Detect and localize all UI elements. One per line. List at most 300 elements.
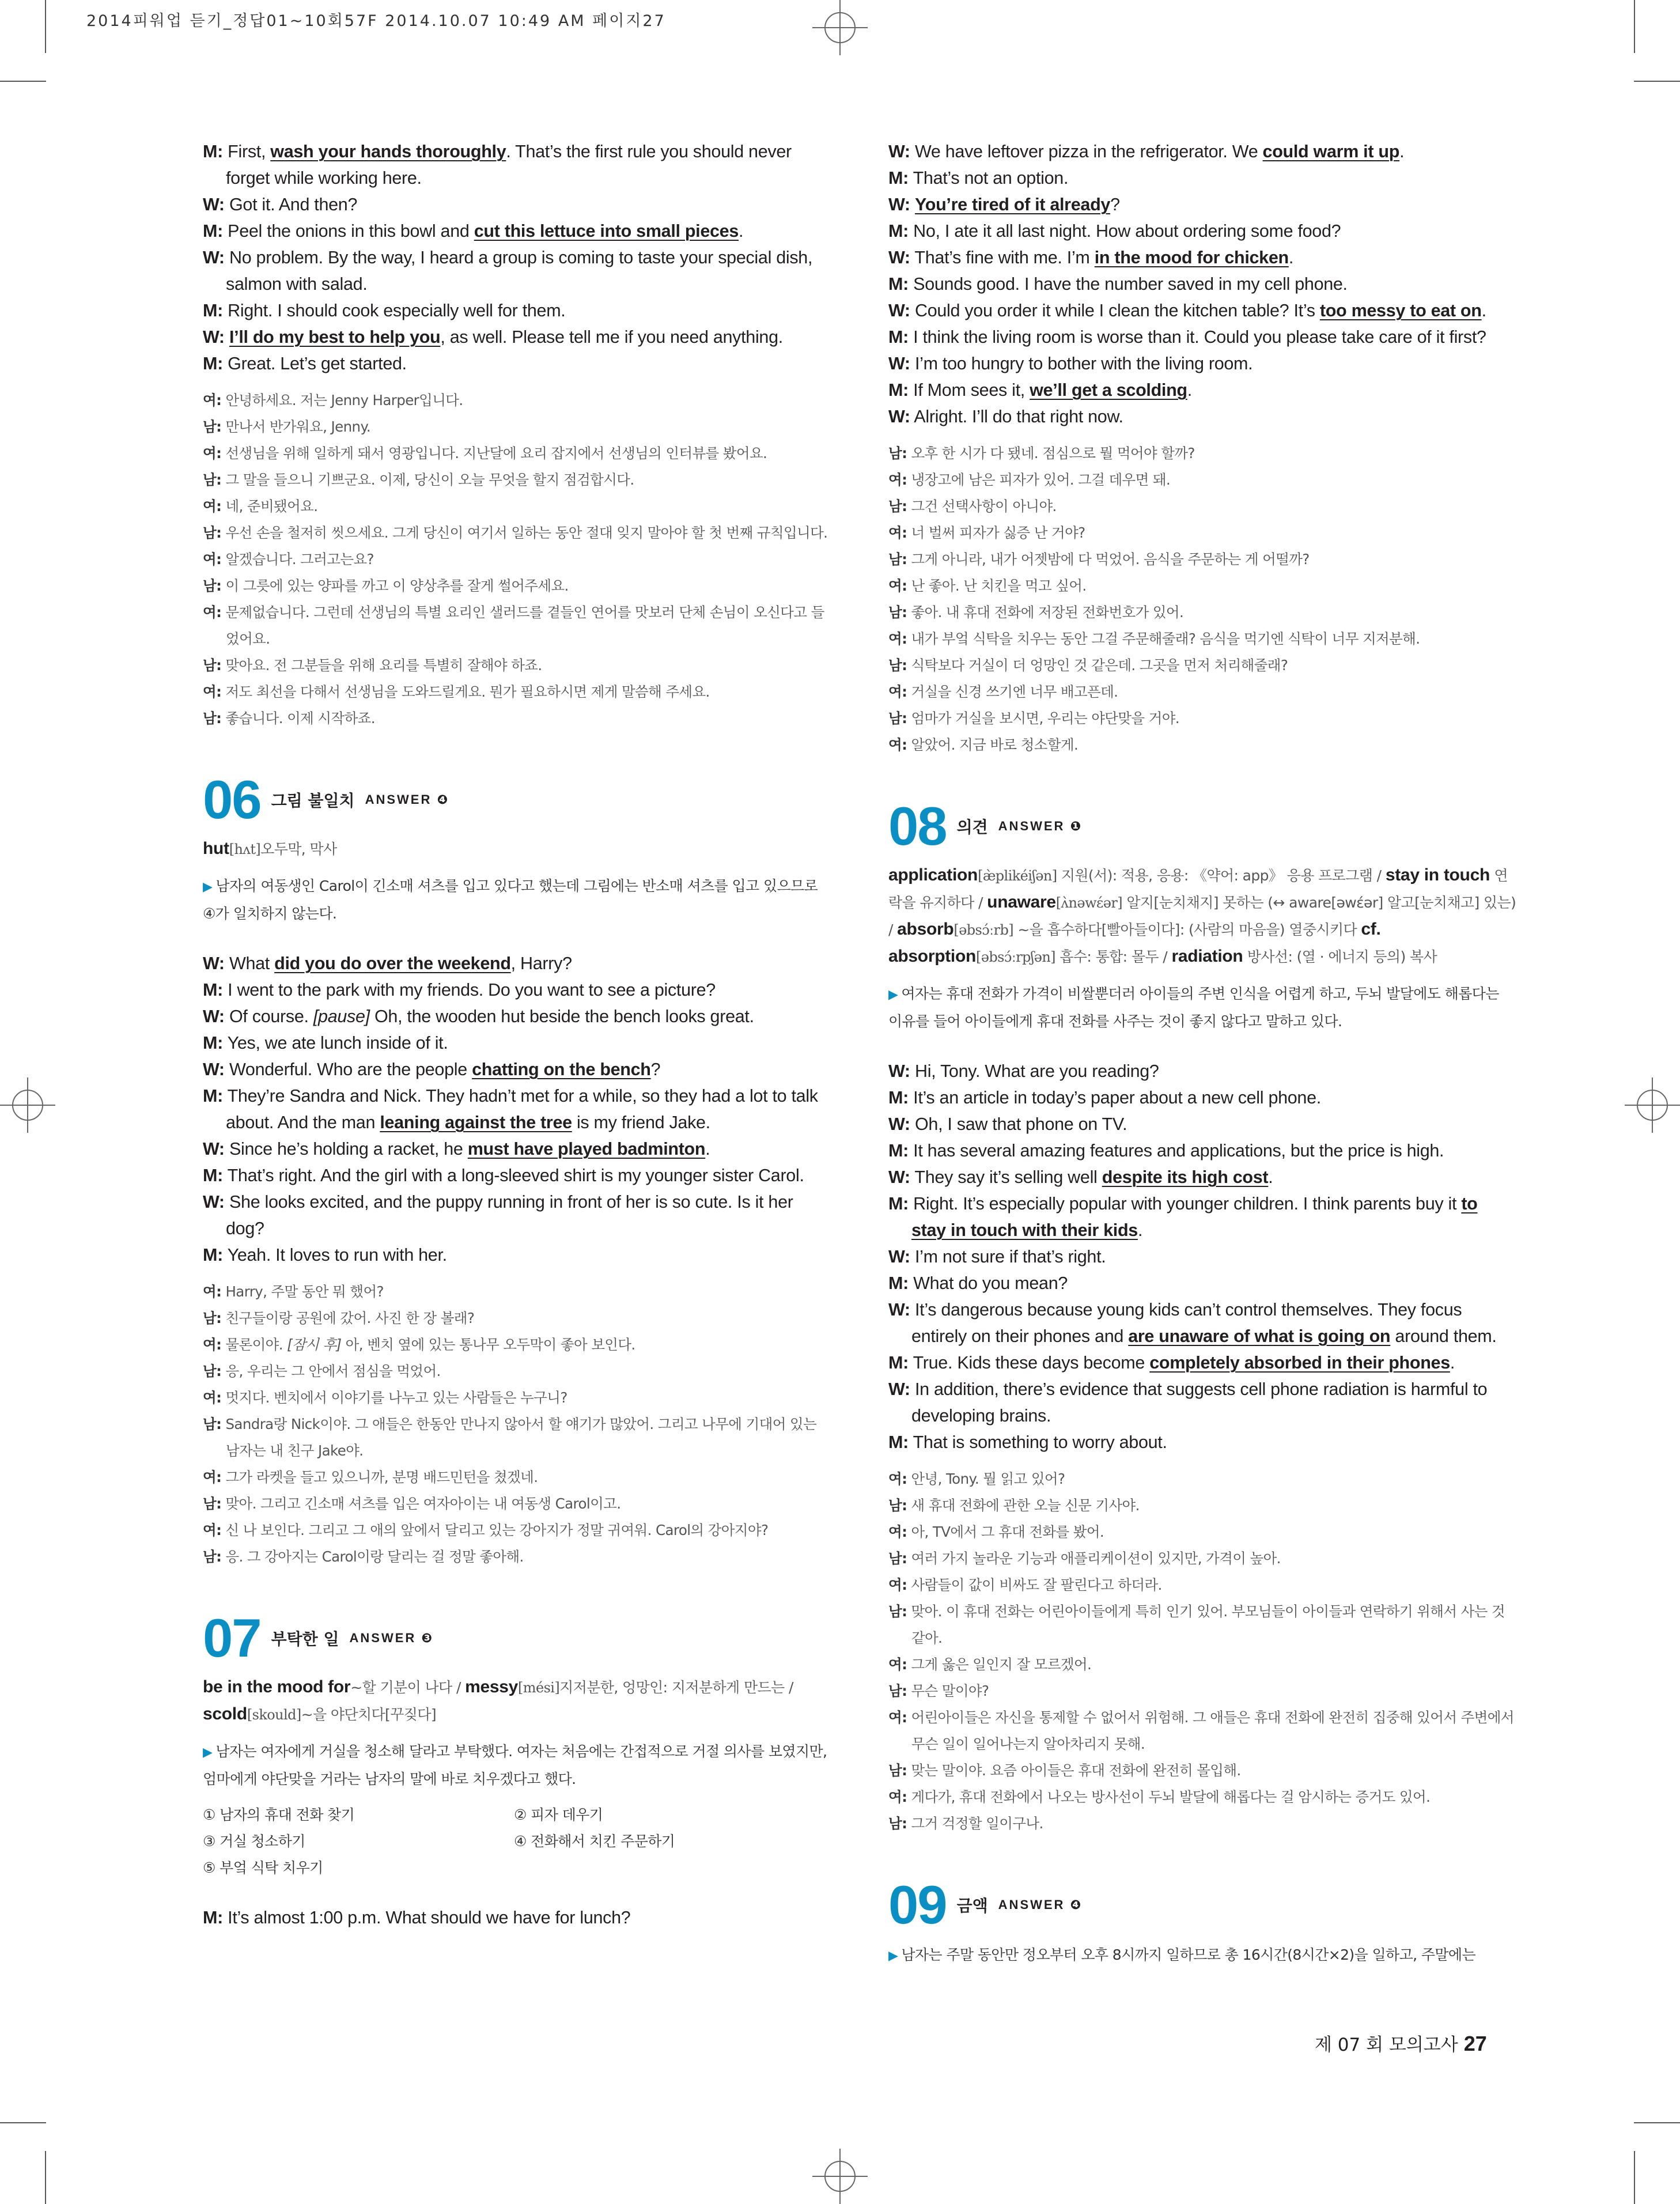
dialogue-line bbox=[888, 324, 1516, 350]
translation-line bbox=[888, 546, 1516, 573]
dialogue-line bbox=[203, 350, 831, 377]
speaker-label: M: bbox=[888, 221, 909, 241]
answer-label: ANSWER ❸ bbox=[349, 1631, 434, 1645]
speaker-label: M: bbox=[203, 142, 223, 161]
dialogue-line bbox=[888, 377, 1516, 403]
translation-line bbox=[203, 652, 831, 679]
speaker-label: 남: bbox=[888, 551, 907, 568]
dialogue-text: around them. bbox=[1390, 1326, 1497, 1346]
translation-text: 게다가, 휴대 전화에서 나오는 방사선이 두뇌 발달에 해롭다는 걸 암시하는 증거도 있어. bbox=[911, 1789, 1431, 1805]
speaker-label: M: bbox=[888, 1273, 909, 1293]
translation-line bbox=[888, 1757, 1516, 1784]
dialogue-text: Oh, the wooden hut beside the bench looks great. bbox=[369, 1007, 754, 1026]
speaker-label: W: bbox=[888, 1167, 910, 1187]
dialogue-text: . bbox=[1268, 1167, 1273, 1187]
translation-line bbox=[203, 440, 831, 467]
answer-options-q07 bbox=[203, 1802, 831, 1881]
dialogue-line bbox=[888, 1376, 1516, 1429]
dialogue-line bbox=[203, 1904, 831, 1931]
translation-text: 응, 우리는 그 안에서 점심을 먹었어. bbox=[225, 1363, 441, 1379]
translation-line bbox=[203, 1305, 831, 1332]
vocab-meaning: 방사선: (열 · 에너지 등의) 복사 bbox=[1243, 948, 1437, 965]
translation-line bbox=[203, 546, 831, 573]
translation-line bbox=[888, 599, 1516, 626]
speaker-label: W: bbox=[203, 248, 225, 267]
option-4: ④ 전화해서 치킨 주문하기 bbox=[514, 1833, 675, 1850]
dialogue-text: I think the living room is worse than it. Could you please take care of it first? bbox=[913, 327, 1486, 347]
translation-text: 문제없습니다. 그런데 선생님의 특별 요리인 샐러드를 곁들인 연어를 맛보러 단체 손님이 오신다고 들었어요. bbox=[225, 604, 824, 647]
translation-text: 엄마가 거실을 보시면, 우리는 야단맞을 거야. bbox=[911, 710, 1179, 727]
translation-text: 만나서 반가워요, Jenny. bbox=[225, 418, 371, 435]
translation-line bbox=[888, 732, 1516, 758]
pronunciation: [əbsɔ́ːrb] bbox=[953, 922, 1013, 938]
registration-mark bbox=[0, 1078, 55, 1133]
dialogue-text: They say it’s selling well bbox=[914, 1167, 1102, 1187]
translation-line bbox=[203, 1332, 831, 1358]
speaker-label: 여: bbox=[203, 1389, 222, 1406]
dialogue-line bbox=[888, 1111, 1516, 1137]
answer-label: ANSWER ❹ bbox=[365, 792, 450, 807]
crop-mark bbox=[1634, 81, 1680, 82]
translation-text: 난 좋아. 난 치킨을 먹고 싶어. bbox=[911, 577, 1087, 594]
korean-translation-q06 bbox=[203, 1279, 831, 1570]
footer-label: 제 07 회 모의고사 bbox=[1315, 2035, 1458, 2055]
question-type: 금액 bbox=[956, 1896, 988, 1915]
translation-text: 응. 그 강아지는 Carol이랑 달리는 걸 정말 좋아해. bbox=[225, 1548, 524, 1565]
korean-translation-q07 bbox=[888, 440, 1516, 758]
translation-line bbox=[888, 1492, 1516, 1519]
dialogue-text: . bbox=[1187, 380, 1192, 400]
dialogue-text: . bbox=[1399, 142, 1405, 161]
speaker-label: 남: bbox=[203, 577, 222, 594]
translation-line bbox=[888, 1598, 1516, 1651]
speaker-label: W: bbox=[888, 407, 910, 426]
dialogue-line bbox=[888, 218, 1516, 244]
translation-line bbox=[888, 1572, 1516, 1598]
pronunciation: [əbsɔ́ːrpʃən] bbox=[976, 949, 1055, 965]
translation-text: 친구들이랑 공원에 갔어. 사진 한 장 볼래? bbox=[225, 1310, 475, 1326]
dialogue-line bbox=[888, 271, 1516, 297]
key-phrase: are unaware of what is going on bbox=[1128, 1326, 1391, 1346]
key-phrase: leaning against the tree bbox=[380, 1113, 572, 1132]
key-phrase: wash your hands thoroughly bbox=[270, 142, 506, 161]
dialogue-text: . bbox=[1450, 1353, 1455, 1373]
speaker-label: M: bbox=[203, 1033, 223, 1053]
stage-direction: [잠시 후] bbox=[287, 1336, 342, 1353]
dialogue-text: . That’s the first rule you should never forget while working here. bbox=[226, 142, 792, 188]
dialogue-text: is my friend Jake. bbox=[572, 1113, 710, 1132]
speaker-label: 여: bbox=[888, 577, 907, 594]
speaker-label: W: bbox=[203, 327, 225, 347]
pronunciation: [æ̀plikéiʃən] bbox=[978, 868, 1057, 884]
crop-mark bbox=[1634, 2151, 1635, 2204]
vocabulary-q06 bbox=[203, 836, 831, 863]
registration-mark bbox=[812, 0, 868, 55]
registration-mark bbox=[812, 2149, 868, 2204]
option-2: ② 피자 데우기 bbox=[514, 1806, 603, 1823]
dialogue-q08 bbox=[888, 1058, 1516, 1456]
speaker-label: M: bbox=[203, 221, 223, 241]
dialogue-text: . bbox=[1288, 248, 1294, 267]
translation-line bbox=[888, 1678, 1516, 1704]
speaker-label: W: bbox=[888, 142, 910, 161]
vocab-meaning: 알지[눈치채지] 못하는 (↔ aware[əwέər] 알고[눈치채고] 있는) / bbox=[888, 894, 1516, 938]
dialogue-text: In addition, there’s evidence that suggests cell phone radiation is harmful to developing brains. bbox=[911, 1379, 1488, 1426]
vocab-word: cf. absorption bbox=[888, 920, 1381, 966]
dialogue-line bbox=[888, 1190, 1516, 1243]
vocabulary-q07 bbox=[203, 1674, 831, 1728]
translation-text: 어린아이들은 자신을 통제할 수 없어서 위험해. 그 애들은 휴대 전화에 완전히 집중해 있어서 주변에서 무슨 일이 일어나는지 알아차리지 못해. bbox=[911, 1709, 1514, 1752]
translation-line bbox=[203, 599, 831, 652]
translation-line bbox=[203, 1544, 831, 1570]
vocab-meaning: 흡수: 통합: 몰두 / bbox=[1055, 948, 1172, 965]
explanation-q07: ▶ 남자는 여자에게 거실을 청소해 달라고 부탁했다. 여자는 처음에는 간접적으로 거절 의사를 보였지만, 엄마에게 야단맞을 거라는 남자의 말에 바로 치우겠다고 했다. bbox=[203, 1743, 827, 1787]
speaker-label: 여: bbox=[888, 1523, 907, 1540]
translation-line bbox=[888, 1545, 1516, 1572]
translation-text: 맞아. 그리고 긴소매 셔츠를 입은 여자아이는 내 여동생 Carol이고. bbox=[225, 1495, 621, 1512]
pronunciation: [skould] bbox=[247, 1707, 301, 1723]
dialogue-text: It’s dangerous because young kids can’t control themselves. They focus entirely on their phones and bbox=[911, 1300, 1462, 1346]
speaker-label: 여: bbox=[203, 683, 222, 700]
speaker-label: 여: bbox=[888, 524, 907, 541]
dialogue-line bbox=[888, 244, 1516, 271]
dialogue-text: That’s fine with me. I’m bbox=[914, 248, 1095, 267]
question-number: 06 bbox=[203, 769, 261, 830]
translation-text: 저도 최선을 다해서 선생님을 도와드릴게요. 뭔가 필요하시면 제게 말씀해 주세요. bbox=[225, 683, 710, 700]
translation-text: 무슨 말이야? bbox=[911, 1683, 989, 1699]
speaker-label: W: bbox=[888, 1379, 910, 1399]
dialogue-line bbox=[203, 138, 831, 191]
dialogue-line bbox=[888, 1296, 1516, 1349]
dialogue-text: What do you mean? bbox=[913, 1273, 1068, 1293]
translation-line bbox=[888, 1784, 1516, 1810]
translation-text: 그거 걱정할 일이구나. bbox=[911, 1815, 1043, 1832]
dialogue-text: . bbox=[739, 221, 744, 241]
translation-text: 알겠습니다. 그러고는요? bbox=[225, 551, 374, 568]
dialogue-line bbox=[203, 1189, 831, 1242]
speaker-label: M: bbox=[888, 327, 909, 347]
speaker-label: M: bbox=[888, 274, 909, 294]
key-phrase: must have played badminton bbox=[467, 1139, 706, 1159]
translation-text: 식탁보다 거실이 더 엉망인 것 같은데. 그곳을 먼저 처리해줄래? bbox=[911, 657, 1288, 674]
dialogue-text: True. Kids these days become bbox=[913, 1353, 1150, 1373]
crop-mark bbox=[1634, 0, 1635, 53]
translation-line bbox=[203, 1411, 831, 1464]
dialogue-line bbox=[888, 138, 1516, 165]
translation-text: 멋지다. 벤치에서 이야기를 나누고 있는 사람들은 누구니? bbox=[225, 1389, 567, 1406]
dialogue-line bbox=[203, 1003, 831, 1030]
translation-line bbox=[888, 705, 1516, 732]
translation-line bbox=[888, 1651, 1516, 1678]
triangle-bullet-icon: ▶ bbox=[888, 1949, 898, 1963]
speaker-label: W: bbox=[203, 954, 225, 973]
vocabulary-q08 bbox=[888, 862, 1516, 970]
dialogue-q05-cont bbox=[203, 138, 831, 377]
dialogue-text: It’s almost 1:00 p.m. What should we have for lunch? bbox=[228, 1908, 631, 1927]
speaker-label: 여: bbox=[203, 498, 222, 515]
translation-text: 안녕, Tony. 뭘 읽고 있어? bbox=[911, 1470, 1065, 1487]
dialogue-line bbox=[888, 1349, 1516, 1376]
speaker-label: 남: bbox=[203, 710, 222, 727]
dialogue-line bbox=[203, 950, 831, 977]
vocab-meaning: ~을 흡수하다[빨아들이다]: (사람의 마음을) 열중시키다 bbox=[1013, 921, 1361, 938]
dialogue-text: Got it. And then? bbox=[229, 195, 358, 214]
dialogue-line bbox=[203, 1242, 831, 1268]
dialogue-line bbox=[888, 1429, 1516, 1456]
vocab-meaning: 오두막, 막사 bbox=[260, 841, 337, 857]
dialogue-line bbox=[203, 977, 831, 1003]
page-footer bbox=[1315, 2030, 1487, 2056]
dialogue-line bbox=[203, 1083, 831, 1136]
dialogue-text: They’re Sandra and Nick. They hadn’t met for a while, so they had a lot to talk about. And the man bbox=[226, 1086, 818, 1132]
speaker-label: 남: bbox=[888, 1550, 907, 1567]
speaker-label: M: bbox=[888, 1141, 909, 1160]
translation-text: 오후 한 시가 다 됐네. 점심으로 뭘 먹어야 할까? bbox=[911, 445, 1195, 462]
speaker-label: 남: bbox=[203, 418, 222, 435]
translation-text: 선생님을 위해 일하게 돼서 영광입니다. 지난달에 요리 잡지에서 선생님의 인터뷰를 봤어요. bbox=[225, 445, 767, 462]
translation-text: 물론이야. bbox=[225, 1336, 287, 1353]
option-5: ⑤ 부엌 식탁 치우기 bbox=[203, 1859, 323, 1876]
speaker-label: 여: bbox=[888, 1577, 907, 1593]
translation-line bbox=[203, 679, 831, 705]
translation-line bbox=[888, 626, 1516, 652]
translation-line bbox=[203, 1279, 831, 1305]
translation-line bbox=[203, 387, 831, 414]
speaker-label: 여: bbox=[888, 1656, 907, 1673]
translation-line bbox=[203, 705, 831, 732]
speaker-label: 여: bbox=[203, 1469, 222, 1485]
speaker-label: M: bbox=[888, 380, 909, 400]
vocab-word: hut bbox=[203, 839, 229, 858]
vocab-word: scold bbox=[203, 1704, 247, 1723]
vocab-word: unaware bbox=[987, 893, 1056, 912]
key-phrase: we’ll get a scolding bbox=[1030, 380, 1187, 400]
speaker-label: M: bbox=[888, 1353, 909, 1373]
speaker-label: M: bbox=[888, 1088, 909, 1107]
speaker-label: M: bbox=[888, 168, 909, 188]
dialogue-line bbox=[888, 1243, 1516, 1270]
translation-line bbox=[888, 1704, 1516, 1757]
translation-line bbox=[203, 1464, 831, 1491]
left-column bbox=[203, 138, 831, 1931]
dialogue-text: Right. I should cook especially well for them. bbox=[228, 301, 566, 320]
dialogue-line bbox=[203, 191, 831, 218]
speaker-label: M: bbox=[888, 1194, 909, 1213]
translation-text: 그가 라켓을 들고 있으니까, 분명 배드민턴을 쳤겠네. bbox=[225, 1469, 538, 1485]
translation-text: 그건 선택사항이 아니야. bbox=[911, 498, 1057, 515]
translation-text: 거실을 신경 쓰기엔 너무 배고픈데. bbox=[911, 683, 1118, 700]
question-number: 07 bbox=[203, 1608, 261, 1668]
pronunciation: [hʌt] bbox=[229, 841, 261, 857]
dialogue-text: Great. Let’s get started. bbox=[228, 354, 407, 373]
translation-text: 그게 아니라, 내가 어젯밤에 다 먹었어. 음식을 주문하는 게 어떨까? bbox=[911, 551, 1310, 568]
dialogue-q07-cont bbox=[888, 138, 1516, 430]
key-phrase: too messy to eat on bbox=[1319, 301, 1482, 320]
speaker-label: 남: bbox=[203, 657, 222, 674]
speaker-label: M: bbox=[203, 301, 223, 320]
translation-text: 맞아요. 전 그분들을 위해 요리를 특별히 잘해야 하죠. bbox=[225, 657, 542, 674]
dialogue-text: That is something to worry about. bbox=[913, 1432, 1167, 1452]
translation-line bbox=[888, 1810, 1516, 1837]
question-09-header bbox=[888, 1874, 1516, 1935]
dialogue-text: We have leftover pizza in the refrigerator. We bbox=[914, 142, 1263, 161]
dialogue-text: Yeah. It loves to run with her. bbox=[227, 1245, 447, 1265]
speaker-label: 여: bbox=[888, 1789, 907, 1805]
speaker-label: 여: bbox=[203, 1336, 222, 1353]
dialogue-text: Right. It’s especially popular with younger children. I think parents buy it bbox=[913, 1194, 1462, 1213]
translation-line bbox=[888, 652, 1516, 679]
translation-line bbox=[203, 573, 831, 599]
translation-line bbox=[888, 573, 1516, 599]
speaker-label: 남: bbox=[888, 1683, 907, 1699]
dialogue-text: I’m too hungry to bother with the living room. bbox=[914, 354, 1253, 373]
crop-mark bbox=[0, 81, 46, 82]
dialogue-text: Sounds good. I have the number saved in my cell phone. bbox=[913, 274, 1348, 294]
speaker-label: W: bbox=[888, 248, 910, 267]
question-type: 그림 불일치 bbox=[271, 791, 355, 810]
speaker-label: 남: bbox=[888, 1603, 907, 1620]
speaker-label: 여: bbox=[203, 392, 222, 409]
speaker-label: 여: bbox=[888, 1470, 907, 1487]
triangle-bullet-icon: ▶ bbox=[203, 1745, 213, 1760]
dialogue-line bbox=[888, 1164, 1516, 1190]
translation-text: 좋아. 내 휴대 전화에 저장된 전화번호가 있어. bbox=[911, 604, 1184, 621]
stage-direction: [pause] bbox=[313, 1007, 370, 1026]
dialogue-text: No problem. By the way, I heard a group is coming to taste your special dish, salmon with salad. bbox=[226, 248, 813, 294]
speaker-label: 여: bbox=[888, 736, 907, 753]
speaker-label: W: bbox=[203, 1007, 225, 1026]
crop-mark bbox=[0, 2122, 46, 2123]
dialogue-line bbox=[203, 297, 831, 324]
translation-line bbox=[203, 520, 831, 546]
vocab-meaning: 연락을 유지하다 / bbox=[888, 867, 1508, 911]
dialogue-text: . bbox=[705, 1139, 710, 1159]
speaker-label: 여: bbox=[888, 683, 907, 700]
triangle-bullet-icon: ▶ bbox=[888, 988, 898, 1002]
vocab-word: radiation bbox=[1171, 947, 1243, 966]
dialogue-text: . bbox=[1481, 301, 1486, 320]
speaker-label: W: bbox=[888, 1300, 910, 1320]
speaker-label: M: bbox=[203, 1086, 223, 1106]
dialogue-line bbox=[203, 324, 831, 350]
speaker-label: 여: bbox=[203, 604, 222, 621]
dialogue-text: It’s an article in today’s paper about a new cell phone. bbox=[913, 1088, 1321, 1107]
question-number: 08 bbox=[888, 796, 947, 856]
speaker-label: M: bbox=[888, 1432, 909, 1452]
speaker-label: M: bbox=[203, 354, 223, 373]
pronunciation: [ʌ̀nəwέər] bbox=[1055, 895, 1122, 911]
dialogue-text: , as well. Please tell me if you need anything. bbox=[440, 327, 783, 347]
translation-text: 새 휴대 전화에 관한 오늘 신문 기사야. bbox=[911, 1497, 1140, 1514]
dialogue-text: I’m not sure if that’s right. bbox=[914, 1247, 1106, 1267]
dialogue-text: First, bbox=[228, 142, 271, 161]
dialogue-text: I went to the park with my friends. Do you want to see a picture? bbox=[228, 980, 716, 1000]
speaker-label: M: bbox=[203, 1245, 223, 1265]
dialogue-line bbox=[888, 165, 1516, 191]
translation-line bbox=[203, 493, 831, 520]
vocab-meaning: 지저분한, 엉망인: 지저분하게 만드는 / bbox=[559, 1679, 793, 1696]
translation-line bbox=[203, 1517, 831, 1544]
speaker-label: 남: bbox=[203, 1310, 222, 1326]
print-header: 2014피워업 듣기_정답01~10회57F 2014.10.07 10:49 AM 페이지27 bbox=[86, 12, 666, 30]
explanation-q09: ▶ 남자는 주말 동안만 정오부터 오후 8시까지 일하므로 총 16시간(8시간×2)을 일하고, 주말에는 bbox=[888, 1946, 1476, 1963]
translation-text: 내가 부엌 식탁을 치우는 동안 그걸 주문해줄래? 음식을 먹기엔 식탁이 너무 지저분해. bbox=[911, 630, 1420, 647]
translation-text: 이 그릇에 있는 양파를 까고 이 양상추를 잘게 썰어주세요. bbox=[225, 577, 569, 594]
korean-translation-q08 bbox=[888, 1466, 1516, 1837]
dialogue-text: That’s not an option. bbox=[913, 168, 1069, 188]
speaker-label: M: bbox=[203, 1166, 223, 1185]
translation-line bbox=[888, 440, 1516, 467]
vocab-word: messy bbox=[465, 1677, 519, 1696]
translation-text: 알았어. 지금 바로 청소할게. bbox=[911, 736, 1079, 753]
dialogue-text: If Mom sees it, bbox=[913, 380, 1030, 400]
translation-text: 냉장고에 남은 피자가 있어. 그걸 데우면 돼. bbox=[911, 471, 1171, 488]
speaker-label: 여: bbox=[888, 1709, 907, 1726]
dialogue-line bbox=[203, 244, 831, 297]
dialogue-text: Peel the onions in this bowl and bbox=[228, 221, 474, 241]
translation-text: 맞는 말이야. 요즘 아이들은 휴대 전화에 완전히 몰입해. bbox=[911, 1762, 1241, 1779]
right-column bbox=[888, 138, 1516, 1969]
translation-line bbox=[888, 1519, 1516, 1545]
translation-line bbox=[203, 1385, 831, 1411]
question-number: 09 bbox=[888, 1874, 947, 1935]
explanation-q08: ▶ 여자는 휴대 전화가 가격이 비쌀뿐더러 아이들의 주변 인식을 어렵게 하고, 두뇌 발달에도 해롭다는 이유를 들어 아이들에게 휴대 전화를 사주는 것이 좋지 않다고 말하고 있다. bbox=[888, 985, 1499, 1030]
korean-translation-q05 bbox=[203, 387, 831, 732]
speaker-label: 여: bbox=[203, 445, 222, 462]
question-type: 의견 bbox=[956, 818, 988, 837]
key-phrase: did you do over the weekend bbox=[274, 954, 511, 973]
speaker-label: 남: bbox=[888, 1815, 907, 1832]
dialogue-q06 bbox=[203, 950, 831, 1268]
speaker-label: W: bbox=[888, 354, 910, 373]
translation-text: 좋습니다. 이제 시작하죠. bbox=[225, 710, 375, 727]
answer-label: ANSWER ❹ bbox=[998, 1897, 1083, 1912]
dialogue-text: It has several amazing features and applications, but the price is high. bbox=[913, 1141, 1444, 1160]
key-phrase: despite its high cost bbox=[1102, 1167, 1269, 1187]
dialogue-line bbox=[888, 297, 1516, 324]
translation-text: 맞아. 이 휴대 전화는 어린아이들에게 특히 인기 있어. 부모님들이 아이들과 연락하기 위해서 사는 것 같아. bbox=[911, 1603, 1505, 1646]
speaker-label: 남: bbox=[888, 1497, 907, 1514]
speaker-label: W: bbox=[888, 1114, 910, 1134]
translation-text: Sandra랑 Nick이야. 그 애들은 한동안 만나지 않아서 할 얘기가 많았어. 그리고 나무에 기대어 있는 남자는 내 친구 Jake야. bbox=[225, 1416, 817, 1459]
speaker-label: 남: bbox=[203, 1548, 222, 1565]
key-phrase: completely absorbed in their phones bbox=[1149, 1353, 1450, 1373]
dialogue-text: Wonderful. Who are the people bbox=[229, 1060, 472, 1079]
translation-text: 신 나 보인다. 그리고 그 애의 앞에서 달리고 있는 강아지가 정말 귀여워. Carol의 강아지야? bbox=[225, 1522, 769, 1538]
vocab-meaning: ~을 야단치다[꾸짖다] bbox=[301, 1706, 436, 1723]
dialogue-text: No, I ate it all last night. How about ordering some food? bbox=[913, 221, 1341, 241]
crop-mark bbox=[45, 0, 46, 53]
page-number: 27 bbox=[1463, 2032, 1487, 2055]
translation-text: 우선 손을 철저히 씻으세요. 그게 당신이 여기서 일하는 동안 절대 잊지 말아야 할 첫 번째 규칙입니다. bbox=[225, 524, 828, 541]
translation-text: 네, 준비됐어요. bbox=[225, 498, 318, 515]
vocab-meaning: ~할 기분이 나다 / bbox=[350, 1679, 466, 1696]
question-type: 부탁한 일 bbox=[271, 1630, 339, 1649]
key-phrase: chatting on the bench bbox=[472, 1060, 651, 1079]
dialogue-text: ? bbox=[650, 1060, 661, 1079]
registration-mark bbox=[1625, 1078, 1680, 1133]
dialogue-line bbox=[203, 1056, 831, 1083]
dialogue-text: Hi, Tony. What are you reading? bbox=[914, 1061, 1159, 1081]
answer-label: ANSWER ❶ bbox=[998, 819, 1083, 833]
speaker-label: 남: bbox=[203, 524, 222, 541]
speaker-label: W: bbox=[888, 1061, 910, 1081]
option-1: ① 남자의 휴대 전화 찾기 bbox=[203, 1806, 355, 1823]
translation-text: 그 말을 들으니 기쁘군요. 이제, 당신이 오늘 무엇을 할지 점검합시다. bbox=[225, 471, 634, 488]
speaker-label: 여: bbox=[888, 630, 907, 647]
translation-line bbox=[203, 1358, 831, 1385]
translation-text: 사람들이 값이 비싸도 잘 팔린다고 하더라. bbox=[911, 1577, 1162, 1593]
